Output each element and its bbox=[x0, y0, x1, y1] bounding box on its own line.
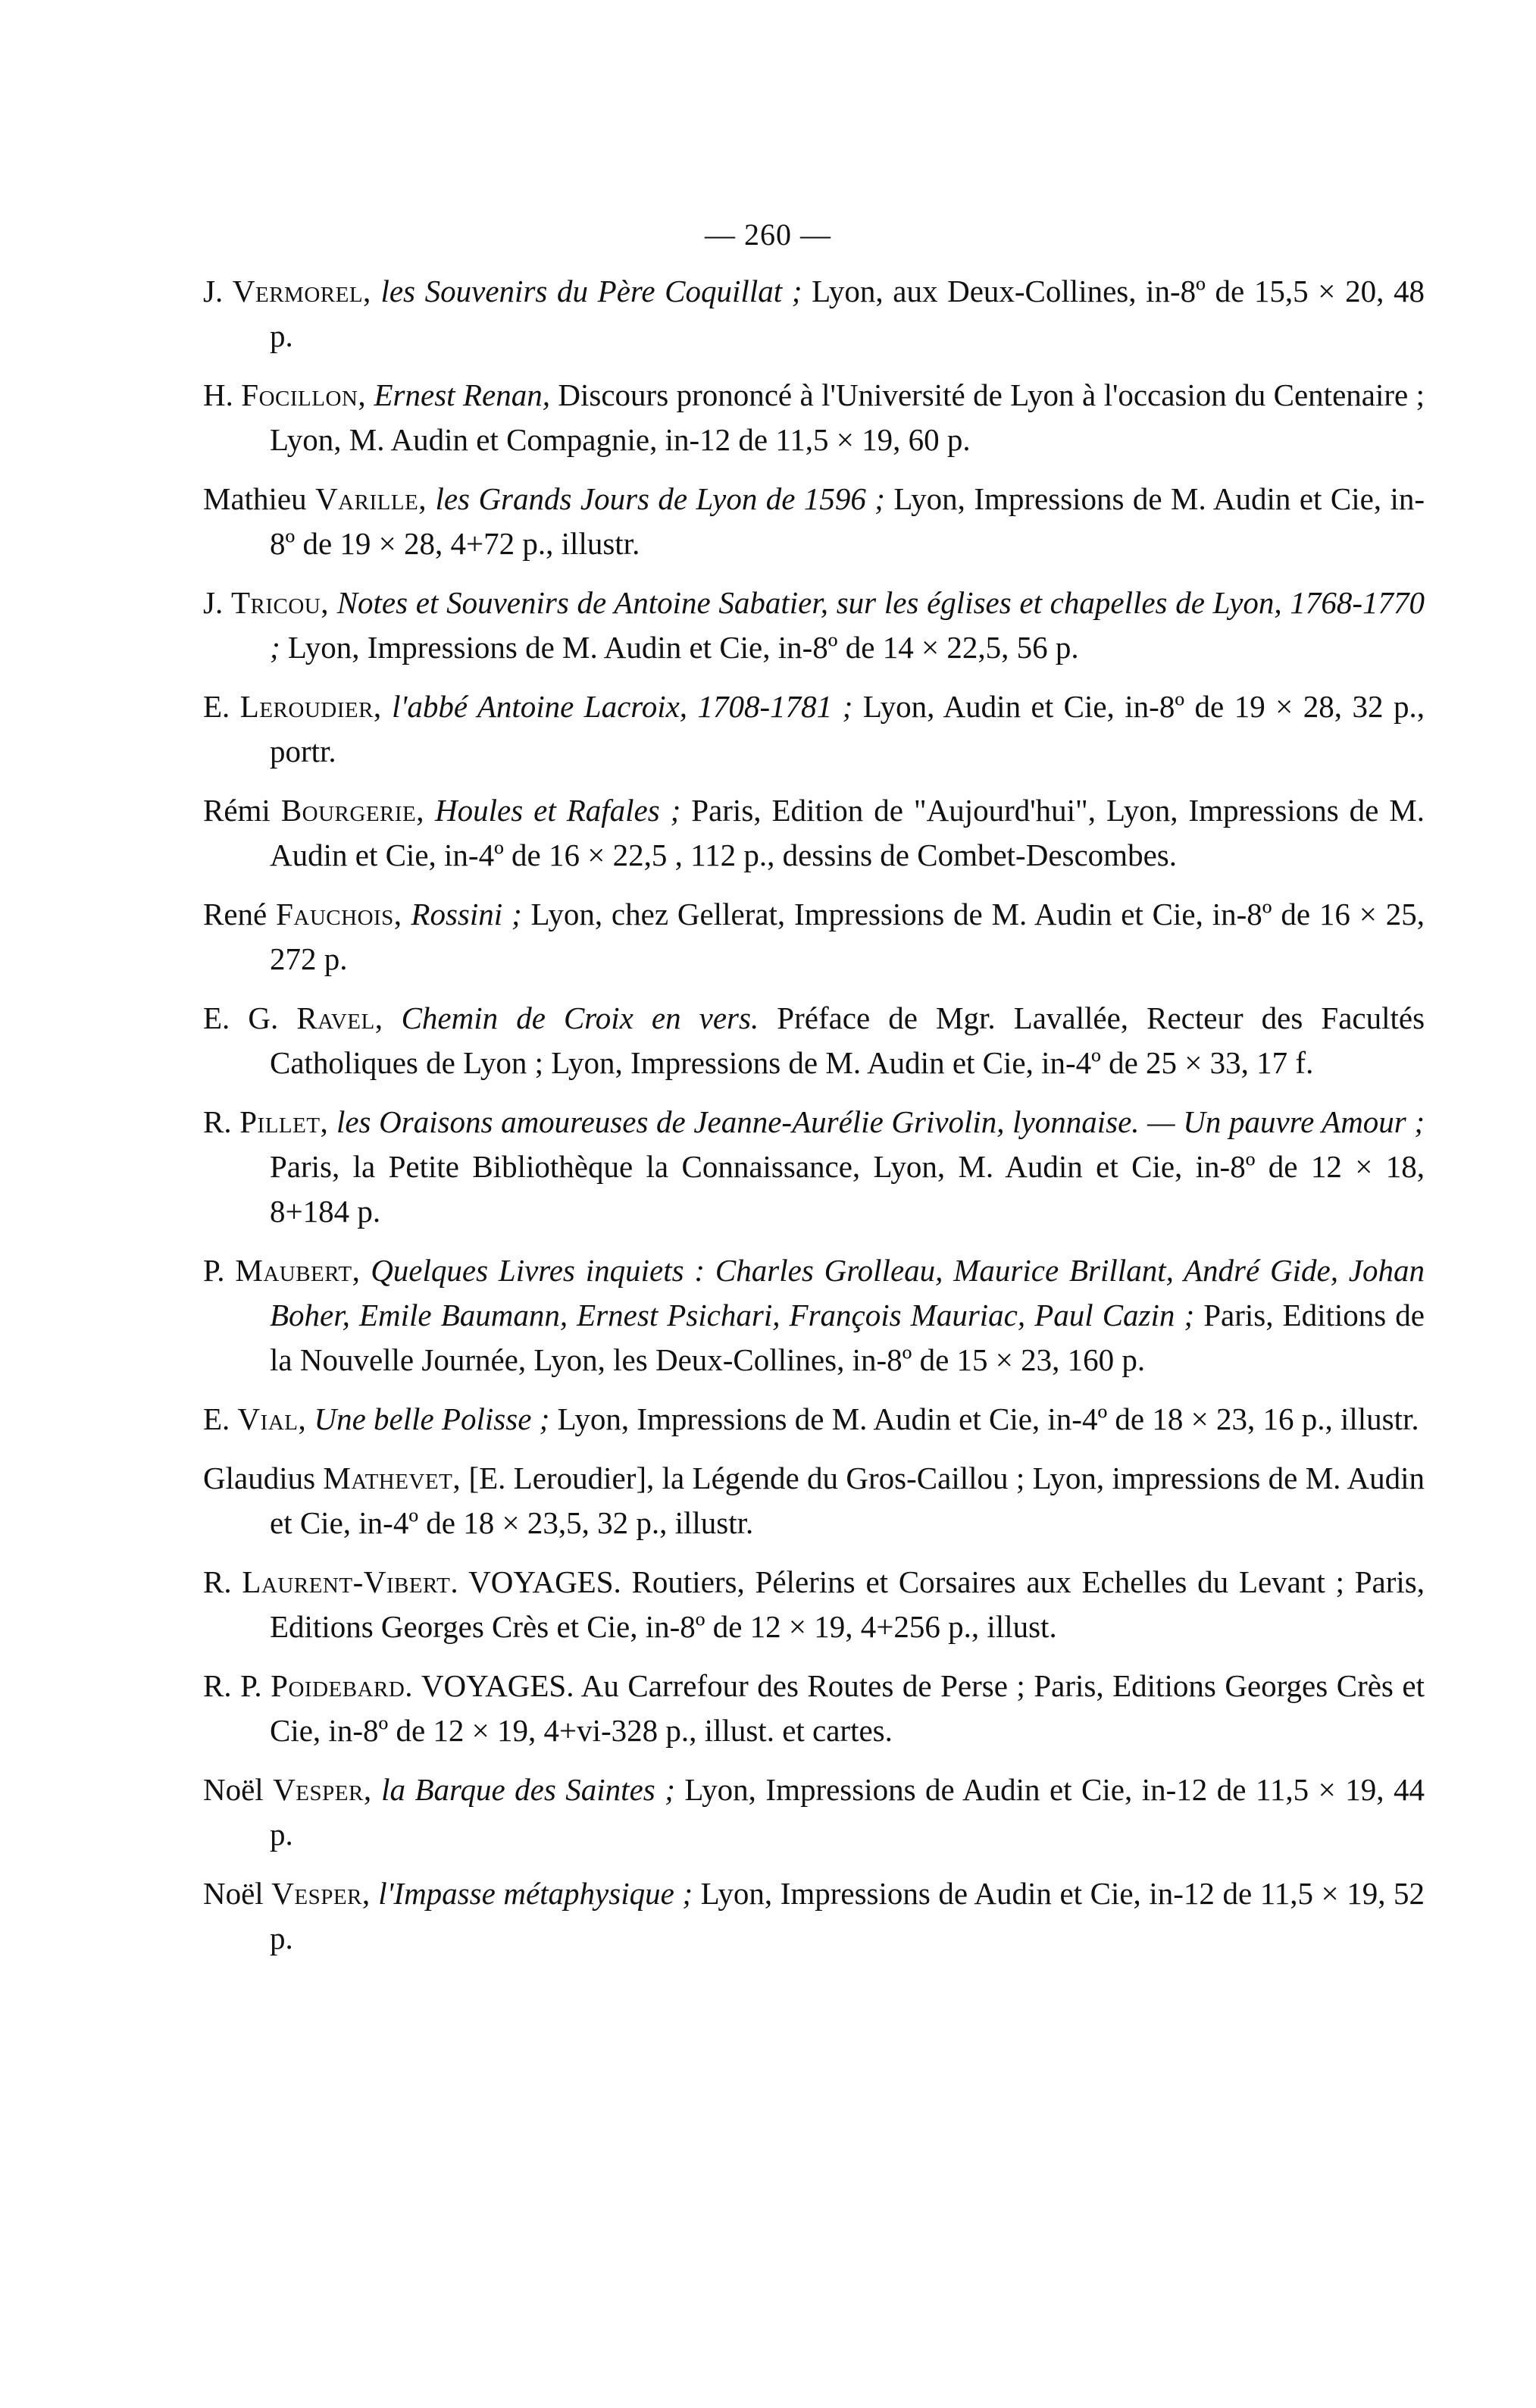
bibliography-entry bbox=[203, 477, 1425, 566]
author-first-name: R. P. bbox=[203, 1668, 262, 1703]
work-title: l'abbé Antoine Lacroix, 1708-1781 ; bbox=[392, 689, 853, 724]
publication-details: Lyon, Impressions de Audin et Cie, in-12 de 11,5 × 19, 44 p. bbox=[270, 1772, 1425, 1852]
author-first-name: Glaudius bbox=[203, 1461, 316, 1495]
bibliography-entry bbox=[203, 1871, 1425, 1961]
publication-details: VOYAGES. Au Carrefour des Routes de Perse ; Paris, Editions Georges Crès et Cie, in-8º de 12 × 19, 4+vi-328 p., illust. et cartes. bbox=[270, 1668, 1425, 1748]
author-last-name: Poidebard. bbox=[271, 1668, 414, 1703]
author-first-name: J. bbox=[203, 274, 224, 308]
bibliography-entry bbox=[203, 1397, 1425, 1442]
work-title: les Souvenirs du Père Coquillat ; bbox=[380, 274, 802, 308]
author-last-name: Pillet, bbox=[239, 1104, 329, 1139]
bibliography-entry bbox=[203, 996, 1425, 1085]
author-last-name: Varille, bbox=[315, 481, 427, 516]
publication-details: Lyon, Impressions de M. Audin et Cie, in-8º de 19 × 28, 4+72 p., illustr. bbox=[270, 481, 1425, 561]
publication-details: Lyon, chez Gellerat, Impressions de M. Audin et Cie, in-8º de 16 × 25, 272 p. bbox=[270, 897, 1425, 976]
author-last-name: Vesper, bbox=[271, 1876, 371, 1911]
author-first-name: Noël bbox=[203, 1876, 264, 1911]
publication-details: Paris, la Petite Bibliothèque la Connaissance, Lyon, M. Audin et Cie, in-8º de 12 × 18, 8+184 p. bbox=[270, 1149, 1425, 1229]
work-title: Rossini ; bbox=[411, 897, 522, 932]
publication-details: Discours prononcé à l'Université de Lyon à l'occasion du Centenaire ; Lyon, M. Audin et Compagnie, in-12 de 11,5 × 19, 60 p. bbox=[270, 377, 1425, 457]
author-last-name: Mathevet, bbox=[323, 1461, 461, 1495]
author-last-name: Ravel, bbox=[296, 1000, 383, 1035]
bibliography-entry bbox=[203, 1100, 1425, 1234]
work-title: la Barque des Saintes ; bbox=[381, 1772, 675, 1807]
page-number: — 260 — bbox=[705, 218, 831, 252]
author-first-name: Mathieu bbox=[203, 481, 307, 516]
author-first-name: E. G. bbox=[203, 1000, 279, 1035]
author-last-name: Fauchois, bbox=[276, 897, 402, 932]
work-title: Notes et Souvenirs de Antoine Sabatier, sur les églises et chapelles de Lyon, 1768-1770 ; bbox=[270, 585, 1425, 665]
author-first-name: H. bbox=[203, 377, 233, 412]
bibliography-entry bbox=[203, 1248, 1425, 1382]
publication-details: Lyon, aux Deux-Collines, in-8º de 15,5 × 20, 48 p. bbox=[270, 274, 1425, 353]
author-last-name: Leroudier, bbox=[239, 689, 382, 724]
bibliography-entry bbox=[203, 581, 1425, 670]
work-title: Ernest Renan, bbox=[374, 377, 550, 412]
author-first-name: R. bbox=[203, 1564, 232, 1599]
author-last-name: Vermorel, bbox=[232, 274, 371, 308]
author-first-name: J. bbox=[203, 585, 224, 620]
author-first-name: Rémi bbox=[203, 793, 271, 828]
bibliography-entry bbox=[203, 1456, 1425, 1545]
author-last-name: Vesper, bbox=[273, 1772, 372, 1807]
work-title: Chemin de Croix en vers. bbox=[401, 1000, 759, 1035]
publication-details: Paris, Edition de "Aujourd'hui", Lyon, Impressions de M. Audin et Cie, in-4º de 16 × 22,5 , 112 p., dessins de Combet-Descombes. bbox=[270, 793, 1425, 872]
author-first-name: E. bbox=[203, 689, 230, 724]
work-title: Houles et Rafales ; bbox=[435, 793, 681, 828]
author-last-name: Maubert, bbox=[235, 1253, 361, 1288]
bibliography-entry bbox=[203, 373, 1425, 462]
author-first-name: René bbox=[203, 897, 267, 932]
bibliography-entry bbox=[203, 1560, 1425, 1649]
bibliography-entry bbox=[203, 269, 1425, 359]
bibliography-entry bbox=[203, 1664, 1425, 1753]
author-last-name: Laurent-Vibert. bbox=[242, 1564, 459, 1599]
author-last-name: Vial, bbox=[237, 1401, 307, 1436]
publication-details: Préface de Mgr. Lavallée, Recteur des Facultés Catholiques de Lyon ; Lyon, Impressions de M. Audin et Cie, in-4º de 25 × 33, 17 f. bbox=[270, 1000, 1425, 1080]
bibliography-entry bbox=[203, 892, 1425, 982]
bibliography-list bbox=[203, 269, 1425, 1975]
work-title: Une belle Polisse ; bbox=[314, 1401, 550, 1436]
publication-details: Lyon, Impressions de M. Audin et Cie, in-8º de 14 × 22,5, 56 p. bbox=[287, 630, 1079, 665]
author-first-name: E. bbox=[203, 1401, 230, 1436]
work-title: l'Impasse métaphysique ; bbox=[378, 1876, 693, 1911]
work-title: les Oraisons amoureuses de Jeanne-Aurélie Grivolin, lyonnaise. — Un pauvre Amour ; bbox=[336, 1104, 1425, 1139]
publication-details: Paris, Editions de la Nouvelle Journée, Lyon, les Deux-Collines, in-8º de 15 × 23, 160 p. bbox=[270, 1298, 1425, 1377]
publication-details: Lyon, Audin et Cie, in-8º de 19 × 28, 32 p., portr. bbox=[270, 689, 1425, 769]
publication-details: Lyon, Impressions de M. Audin et Cie, in-4º de 18 × 23, 16 p., illustr. bbox=[557, 1401, 1419, 1436]
work-title: Quelques Livres inquiets : Charles Grolleau, Maurice Brillant, André Gide, Johan Boher, Emile Baumann, Ernest Psichari, François Mauriac, Paul Cazin ; bbox=[270, 1253, 1425, 1332]
author-last-name: Tricou, bbox=[230, 585, 329, 620]
bibliography-entry bbox=[203, 788, 1425, 878]
publication-details: [E. Leroudier], la Légende du Gros-Caillou ; Lyon, impressions de M. Audin et Cie, in-4º de 18 × 23,5, 32 p., illustr. bbox=[270, 1461, 1425, 1540]
publication-details: Lyon, Impressions de Audin et Cie, in-12 de 11,5 × 19, 52 p. bbox=[270, 1876, 1425, 1956]
author-first-name: P. bbox=[203, 1253, 225, 1288]
bibliography-entry bbox=[203, 1768, 1425, 1857]
author-first-name: R. bbox=[203, 1104, 232, 1139]
bibliography-entry bbox=[203, 684, 1425, 774]
work-title: les Grands Jours de Lyon de 1596 ; bbox=[435, 481, 885, 516]
author-last-name: Bourgerie, bbox=[280, 793, 425, 828]
author-last-name: Focillon, bbox=[241, 377, 367, 412]
author-first-name: Noël bbox=[203, 1772, 264, 1807]
publication-details: VOYAGES. Routiers, Pélerins et Corsaires aux Echelles du Levant ; Paris, Editions Georges Crès et Cie, in-8º de 12 × 19, 4+256 p., illust. bbox=[270, 1564, 1425, 1644]
